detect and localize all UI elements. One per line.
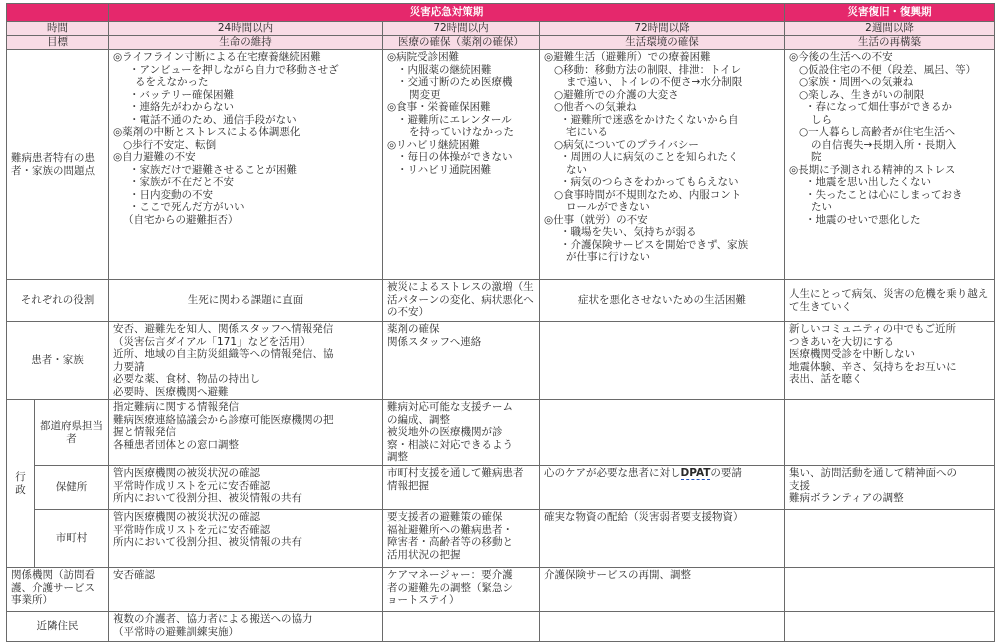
- health-2weeks: 集い、訪問活動を通して精神面への 支援 難病ボランティアの調整: [785, 466, 995, 510]
- neighbors-after-72h: [540, 612, 785, 642]
- patient-24h: 安否、避難先を知人、関係スタッフへ情報発信 （災害伝言ダイアル「171」などを活用） 近所、地域の自主防災組織等への情報発信、協 力要請 必要な薬、食材、物品の持出し 必要時、医療機関へ避難: [109, 322, 383, 400]
- city-after-72h: 確実な物資の配給（災害弱者要支援物資）: [540, 510, 785, 568]
- period-label: 時間: [7, 22, 109, 36]
- health-label: 保健所: [35, 466, 109, 510]
- roles-2weeks: 人生にとって病気、災害の危機を乗り越えて生きていく: [785, 280, 995, 322]
- pref-after-72h: [540, 400, 785, 466]
- disaster-support-table: [6, 3, 995, 642]
- patient-after-72h: [540, 322, 785, 400]
- period-72h: 72時間以内: [383, 22, 540, 36]
- patient-72h: 薬剤の確保 関係スタッフへ連絡: [383, 322, 540, 400]
- city-72h: 要支援者の避難策の確保 福祉避難所への難病患者・ 障害者・高齢者等の移動と 活用状況の把握: [383, 510, 540, 568]
- band-recovery: 災害復旧・復興期: [785, 4, 995, 22]
- neighbors-24h: 複数の介護者、協力者による搬送への協力 （平常時の避難訓練実施）: [109, 612, 383, 642]
- period-after-72h: 72時間以降: [540, 22, 785, 36]
- pref-72h: 難病対応可能な支援チーム の編成、調整 被災地外の医療機関が診 察・相談に対応できるよう 調整: [383, 400, 540, 466]
- problems-24h: ◎ライフライン寸断による在宅療養継続困難 ・アンビューを押しながら自力で移動させざ るをえなかった ・バッテリー確保困難 ・連絡先がわからない ・電話不通のため、通信手段がない ◎薬剤の中断とストレスによる体調悪化 ○歩行不安定、転倒 ◎自力避難の不安 ・家族だけで避難させることが困難 ・家族が不在だと不安 ・日内変動の不安 ・ここで死んだ方がいい （自宅からの避難拒否）: [109, 50, 383, 280]
- problems-label: 難病患者特有の患者・家族の問題点: [7, 50, 109, 280]
- goal-72h: 医療の確保（薬剤の確保）: [383, 36, 540, 50]
- city-24h: 管内医療機関の被災状況の確認 平常時作成リストを元に安否確認 所内において役割分担、被災情報の共有: [109, 510, 383, 568]
- patient-label: 患者・家族: [7, 322, 109, 400]
- roles-after-72h: 症状を悪化させないための生活困難: [540, 280, 785, 322]
- health-72h: 市町村支援を通して難病患者 情報把握: [383, 466, 540, 510]
- period-24h: 24時間以内: [109, 22, 383, 36]
- goal-2weeks: 生活の再構築: [785, 36, 995, 50]
- health-24h: 管内医療機関の被災状況の確認 平常時作成リストを元に安否確認 所内において役割分担、被災情報の共有: [109, 466, 383, 510]
- pref-24h: 指定難病に関する情報発信 難病医療連絡協議会から診療可能医療機関の把 握と情報発信 各種患者団体との窓口調整: [109, 400, 383, 466]
- medical-24h: 安否確認: [109, 568, 383, 612]
- dpat-term: DPAT: [680, 467, 711, 479]
- neighbors-2weeks: [785, 612, 995, 642]
- gov-label: 行 政: [7, 400, 35, 568]
- health-after-72h: 心のケアが必要な患者に対しDPATの要請: [540, 466, 785, 510]
- pref-2weeks: [785, 400, 995, 466]
- city-label: 市町村: [35, 510, 109, 568]
- problems-72h: ◎病院受診困難 ・内服薬の継続困難 ・交通寸断のため医療機 関変更 ◎食事・栄養確保困難 ・避難所にエレンタール を持っていけなかった ◎リハビリ継続困難 ・毎日の体操ができない ・リハビリ通院困難: [383, 50, 540, 280]
- city-2weeks: [785, 510, 995, 568]
- neighbors-label: 近隣住民: [7, 612, 109, 642]
- pref-label: 都道府県担当者: [35, 400, 109, 466]
- neighbors-72h: [383, 612, 540, 642]
- band-spacer: [7, 4, 109, 22]
- problems-after-72h: ◎避難生活（避難所）での療養困難 ○移動：移動方法の制限、排泄：トイレ まで遠い、トイレの不便さ→水分制限 ○避難所での介護の大変さ ○他者への気兼ね ・避難所で迷惑をかけたくないから自 宅にいる ○病気についてのプライバシー ・周囲の人に病気のことを知られたく ない ・病気のつらさをわかってもらえない ○食事時間が不規則なため、内服コント ロールができない ◎仕事（就労）の不安 ・職場を失い、気持ちが弱る ・介護保険サービスを開始できず、家族 が仕事に行けない: [540, 50, 785, 280]
- medical-after-72h: 介護保険サービスの再開、調整: [540, 568, 785, 612]
- band-emergency: 災害応急対策期: [109, 4, 785, 22]
- goal-after-72h: 生活環境の確保: [540, 36, 785, 50]
- problems-2weeks: ◎今後の生活への不安 ○仮設住宅の不便（段差、風呂、等） ○家族・周囲への気兼ね ○楽しみ、生きがいの制限 ・春になって畑仕事ができるか しら ○一人暮らし高齢者が住宅生活へ の自信喪失→長期入所・長期入 院 ◎長期に予測される精神的ストレス ・地震を思い出したくない ・失ったことは心にしまっておき たい ・地震のせいで悪化した: [785, 50, 995, 280]
- period-2weeks: 2週間以降: [785, 22, 995, 36]
- roles-24h: 生死に関わる課題に直面: [109, 280, 383, 322]
- medical-label: 関係機関（訪問看護、介護サービス事業所）: [7, 568, 109, 612]
- goal-24h: 生命の維持: [109, 36, 383, 50]
- medical-72h: ケアマネージャー：要介護 者の避難先の調整（緊急シ ョートステイ）: [383, 568, 540, 612]
- patient-2weeks: 新しいコミュニティの中でもご近所 つきあいを大切にする 医療機関受診を中断しない 地震体験、辛さ、気持ちをお互いに 表出、話を聴く: [785, 322, 995, 400]
- roles-72h: 被災によるストレスの激増（生活パターンの変化、病状悪化への不安）: [383, 280, 540, 322]
- goal-label: 目標: [7, 36, 109, 50]
- roles-label: それぞれの役割: [7, 280, 109, 322]
- medical-2weeks: [785, 568, 995, 612]
